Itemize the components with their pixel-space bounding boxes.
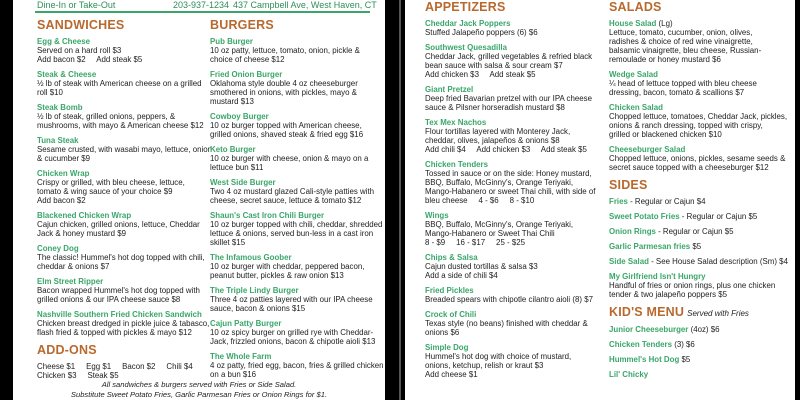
item-name: Wedge Salad [609, 70, 658, 79]
item-description: Chopped lettuce, onions, pickles, sesame seeds & [609, 154, 786, 163]
item-name: Onion Rings [609, 227, 656, 236]
menu-item-tex-mex-nachos [425, 118, 607, 154]
menu-item-shaun-s-cast-iron-chili-burger [210, 211, 382, 247]
menu-section-appetizers [425, 0, 607, 379]
item-description: secret sauce topped with a cheeseburger $12 [609, 163, 769, 172]
section-title: SANDWICHES [37, 18, 125, 32]
item-name: Southwest Quesadilla [425, 43, 507, 52]
section-heading [609, 0, 793, 15]
menu-item-fried-onion-burger [210, 70, 382, 106]
item-name: Simple Dog [425, 343, 469, 352]
menu-section-burgers [210, 18, 382, 379]
item-title-row [210, 70, 382, 79]
menu-item-elm-street-ripper [37, 277, 217, 304]
item-description: Sesame crusted, with wasabi mayo, lettuce, onion [37, 145, 212, 154]
item-description: & cucumber $9 [37, 154, 91, 163]
menu-item-steak-cheese [37, 70, 217, 97]
menu-item-hummel-s-hot-dog [609, 355, 793, 364]
item-description: 10 oz patty, lettuce, tomato, onion, pickle & [210, 46, 360, 55]
item-description: remoulade or honey mustard $6 [609, 55, 721, 64]
item-description: Chopped lettuce, tomatoes, Cheddar Jack, pickles, [609, 112, 788, 121]
footnote-line-1: All sandwiches & burgers served with Fries or Side Salad. [101, 380, 297, 389]
item-name: The Triple Lindy Burger [210, 286, 299, 295]
dine-in-label: Dine-In or Take-Out [37, 0, 116, 10]
item-title-row [609, 325, 793, 334]
column-salads-sides [609, 0, 793, 385]
section-heading [37, 18, 217, 33]
item-title-row [609, 355, 793, 364]
menu-item-lil-chicky [609, 370, 793, 379]
menu-page-left [13, 0, 385, 400]
item-description: Served on a hard roll $3 [37, 46, 122, 55]
item-name: Coney Dog [37, 244, 79, 253]
page-divider [399, 0, 401, 400]
item-description: skillet $15 [210, 238, 246, 247]
item-name: Chicken Tenders [425, 160, 488, 169]
item-description: Stuffed Jalapeño poppers (6) $6 [425, 28, 538, 37]
item-description: mushrooms, with mayo & American cheese $12 [37, 121, 204, 130]
section-title: SALADS [609, 0, 662, 14]
menu-item-wedge-salad [609, 70, 793, 97]
item-title-row [425, 43, 607, 52]
item-price-note: $5 [690, 242, 702, 251]
item-description: Jack & honey mustard $9 [37, 229, 127, 238]
item-title-row [609, 70, 793, 79]
item-title-row [210, 286, 382, 295]
item-name: My Girlfriend Isn't Hungry [609, 272, 706, 281]
menu-item-side-salad [609, 257, 793, 266]
section-heading [210, 18, 382, 33]
menu-item-house-salad [609, 19, 793, 64]
footnote [13, 380, 385, 399]
item-name: Chicken Salad [609, 103, 663, 112]
item-title-row [425, 118, 607, 127]
item-description: 10 oz spicy burger on grilled rye with Cheddar- [210, 328, 374, 337]
item-description: sauce & Pilsner horseradish mustard $8 [425, 103, 565, 112]
footnote-line-2: Substitute Sweet Potato Fries, Garlic Parmesan Fries or Onion Rings for $1. [70, 389, 328, 399]
item-description: Cheese $1 Egg $1 Bacon $2 Chili $4 [37, 362, 193, 371]
item-description: Three 4 oz patties layered with our IPA cheese [210, 295, 373, 304]
item-description: sauce, bacon & onions $15 [210, 304, 306, 313]
item-title-row [37, 310, 217, 319]
item-name: Pub Burger [210, 37, 253, 46]
item-name: Blackened Chicken Wrap [37, 211, 132, 220]
menu-item-crock-of-chili [425, 310, 607, 337]
menu-item-cowboy-burger [210, 112, 382, 139]
item-description: mustard $13 [210, 97, 254, 106]
menu-item-keto-burger [210, 145, 382, 172]
menu-item [37, 362, 217, 380]
item-description: Deep fried Bavarian pretzel with our IPA cheese [425, 94, 592, 103]
item-name: Cajun Patty Burger [210, 319, 282, 328]
item-description: Texas style (no beans) finished with cheddar & [425, 319, 588, 328]
item-description: grilled or blackened chicken $10 [609, 130, 722, 139]
item-name: Garlic Parmesan fries [609, 242, 691, 251]
item-description: ½ lb of steak with American cheese on a grilled [37, 79, 202, 88]
item-description: roll $10 [37, 88, 63, 97]
item-description: 4 oz patty, fried egg, bacon, fries & grilled chicken [210, 361, 384, 370]
menu-item-cheddar-jack-poppers [425, 19, 607, 37]
menu-item-chicken-tenders [425, 160, 607, 205]
item-title-row [37, 37, 217, 46]
section-title: SIDES [609, 178, 648, 192]
item-name: Chicken Wrap [37, 169, 90, 178]
menu-section-kid-s-menu [609, 305, 793, 379]
menu-item-pub-burger [210, 37, 382, 64]
item-description: bleu cheese 4 - $6 8 - $10 [425, 196, 535, 205]
item-description: cheese, secret sauce, lettuce & tomato $12 [210, 196, 362, 205]
item-name: Wings [425, 211, 449, 220]
item-name: Tuna Steak [37, 136, 79, 145]
item-title-row [425, 343, 607, 352]
item-description: peanut butter, pickles & raw onion $13 [210, 271, 344, 280]
item-price-note: (3) $6 [672, 340, 695, 349]
menu-item-tuna-steak [37, 136, 217, 163]
menu-section-salads [609, 0, 793, 172]
item-title-row [425, 310, 607, 319]
item-description: Hummel's hot dog with choice of mustard, [425, 352, 572, 361]
menu-item-garlic-parmesan-fries [609, 242, 793, 251]
item-price-note: (Lg) [656, 19, 673, 28]
menu-page-right [405, 0, 795, 400]
menu-item-my-girlfriend-isn-t-hungry [609, 272, 793, 299]
item-name: Hummel's Hot Dog [609, 355, 680, 364]
item-name: Egg & Cheese [37, 37, 91, 46]
item-name: Tex Mex Nachos [425, 118, 487, 127]
item-description: Cheddar Jack, grilled vegetables & refried black [425, 52, 593, 61]
item-title-row [425, 160, 607, 169]
item-name: Chicken Tenders [609, 340, 672, 349]
menu-item-junior-cheeseburger [609, 325, 793, 334]
item-description: Mango-Habanero or sweet Thai chili, with side of [425, 187, 596, 196]
menu-item-southwest-quesadilla [425, 43, 607, 79]
item-description: Lettuce, tomato, cucumber, onion, olives, [609, 28, 753, 37]
section-title: KID'S MENU [609, 305, 685, 319]
item-description: Two 4 oz mustard glazed Cali-style patties with [210, 187, 375, 196]
item-name: Lil' Chicky [609, 370, 649, 379]
item-description: Jack, frizzled onions, bacon & chipotle aioli $13 [210, 337, 376, 346]
menu-item-onion-rings [609, 227, 793, 236]
item-title-row [37, 244, 217, 253]
menu-section-sides [609, 178, 793, 299]
menu-item-blackened-chicken-wrap [37, 211, 217, 238]
item-title-row [609, 103, 793, 112]
item-description: The classic! Hummel's hot dog topped with chili, [37, 253, 205, 262]
section-title: ADD-ONS [37, 343, 97, 357]
item-description: Crispy or grilled, with bleu cheese, lettuce, [37, 178, 185, 187]
item-title-row [37, 169, 217, 178]
item-title-row [37, 70, 217, 79]
item-title-row [210, 319, 382, 328]
menu-item-giant-pretzel [425, 85, 607, 112]
item-title-row [210, 211, 382, 220]
menu-item-fried-pickles [425, 286, 607, 304]
section-subtitle: Served with Fries [687, 309, 749, 318]
item-name: Steak & Cheese [37, 70, 97, 79]
item-price-note: $5 [679, 355, 691, 364]
menu-item-chips-salsa [425, 253, 607, 280]
menu-section-add-ons [37, 343, 217, 380]
section-title: BURGERS [210, 18, 274, 32]
item-name: The Whole Farm [210, 352, 272, 361]
item-description: ¼ head of lettuce topped with bleu cheese [609, 79, 757, 88]
item-description: lettuce & onions, served bun-less in a cast iron [210, 229, 374, 238]
header-divider [35, 11, 370, 13]
item-name: Junior Cheeseburger [609, 325, 689, 334]
menu-item-sweet-potato-fries [609, 212, 793, 221]
item-description: balsamic vinaigrette, bleu cheese, Russian- [609, 46, 762, 55]
menu-item-cajun-patty-burger [210, 319, 382, 346]
menu-item-cheeseburger-salad [609, 145, 793, 172]
item-description: choice of cheese $12 [210, 55, 285, 64]
item-name: Cheeseburger Salad [609, 145, 686, 154]
item-price-note: - Regular or Cajun $4 [627, 197, 706, 206]
item-title-row [210, 37, 382, 46]
item-title-row [609, 340, 793, 349]
item-title-row [609, 145, 793, 154]
item-description: grilled onions & our IPA cheese sauce $8 [37, 295, 181, 304]
item-description: flash fried & topped with pickles & mayo $12 [37, 328, 192, 337]
item-name: Sweet Potato Fries [609, 212, 680, 221]
item-title-row [210, 352, 382, 361]
item-description: Add bacon $2 Add steak $5 [37, 55, 143, 64]
item-title-row [609, 197, 793, 206]
item-title-row [609, 370, 793, 379]
menu-item-chicken-tenders [609, 340, 793, 349]
item-price-note: - See House Salad description (Sm) $4 [648, 257, 788, 266]
phone-number: 203-937-1234 [173, 0, 230, 10]
menu-item-west-side-burger [210, 178, 382, 205]
item-title-row [210, 178, 382, 187]
item-description: Add cheese $1 [425, 370, 478, 379]
item-description: Add chicken $3 Add steak $5 [425, 70, 536, 79]
item-title-row [37, 211, 217, 220]
item-name: Chips & Salsa [425, 253, 478, 262]
column-burgers [210, 18, 382, 385]
item-name: Nashville Southern Fried Chicken Sandwich [37, 310, 202, 319]
section-heading [425, 0, 607, 15]
item-description: 10 oz burger topped with chili, cheddar, shredded [210, 220, 383, 229]
item-name: Crock of Chili [425, 310, 477, 319]
item-description: BBQ, Buffalo, McGinny's, Orange Teriyaki, [425, 178, 574, 187]
item-description: grilled onions, shaved steak & fried egg $16 [210, 130, 364, 139]
item-description: tomato & wing sauce of your choice $9 [37, 187, 173, 196]
item-name: Cheddar Jack Poppers [425, 19, 511, 28]
item-title-row [609, 227, 793, 236]
item-description: onions, ketchup, relish or kraut $3 [425, 361, 544, 370]
item-description: onions $6 [425, 328, 460, 337]
item-name: Shaun's Cast Iron Chili Burger [210, 211, 325, 220]
item-name: Giant Pretzel [425, 85, 474, 94]
item-description: Flour tortillas layered with Monterey Jack, [425, 127, 571, 136]
item-description: radishes & choice of red wine vinaigrette, [609, 37, 753, 46]
menu-item-chicken-wrap [37, 169, 217, 205]
item-title-row [425, 211, 607, 220]
item-description: Cajun chicken, grilled onions, lettuce, Cheddar [37, 220, 200, 229]
item-description: 10 oz burger with cheddar, peppered bacon, [210, 262, 365, 271]
item-description: Add chili $4 Add chicken $3 Add steak $5 [425, 145, 587, 154]
section-heading [37, 343, 217, 358]
item-price-note: - Regular or Cajun $5 [655, 227, 734, 236]
item-title-row [609, 272, 793, 281]
item-description: dressing, bacon, tomato & scallions $7 [609, 88, 745, 97]
item-description: smothered in onions, with pickles, mayo & [210, 88, 357, 97]
section-heading [609, 305, 793, 321]
item-title-row [37, 136, 217, 145]
item-description: 10 oz burger with cheese, onion & mayo on a [210, 154, 369, 163]
item-name: Fried Onion Burger [210, 70, 283, 79]
item-title-row [37, 277, 217, 286]
item-title-row [210, 253, 382, 262]
menu-item-the-whole-farm [210, 352, 382, 379]
item-description: Breaded spears with chipotle cilantro aioli (8) $7 [425, 295, 593, 304]
item-description: onions & ranch dressing, topped with crispy, [609, 121, 763, 130]
menu-item-egg-cheese [37, 37, 217, 64]
item-title-row [609, 242, 793, 251]
item-description: Add bacon $2 [37, 196, 86, 205]
item-description: lettuce bun $11 [210, 163, 264, 172]
item-description: Chicken $3 Steak $5 [37, 371, 119, 380]
menu-item-fries [609, 197, 793, 206]
item-price-note: - Regular or Cajun $5 [679, 212, 758, 221]
item-description: cheddar & onions $7 [37, 262, 110, 271]
item-name: Steak Bomb [37, 103, 83, 112]
item-description: tender & two jalapeño poppers $5 [609, 290, 728, 299]
item-title-row [425, 19, 607, 28]
item-name: Side Salad [609, 257, 649, 266]
menu-item-the-triple-lindy-burger [210, 286, 382, 313]
item-name: The Infamous Goober [210, 253, 292, 262]
item-description: BBQ, Buffalo, McGinny's, Orange Teriyaki, [425, 220, 574, 229]
column-appetizers [425, 0, 607, 385]
item-name: West Side Burger [210, 178, 276, 187]
item-description: cheddar, olives, jalapeños & onions $8 [425, 136, 560, 145]
item-title-row [609, 212, 793, 221]
item-title-row [425, 286, 607, 295]
item-name: Keto Burger [210, 145, 256, 154]
item-description: on a bun $16 [210, 370, 257, 379]
menu-item-nashville-southern-fried-chicken-sandwich [37, 310, 217, 337]
menu-item-coney-dog [37, 244, 217, 271]
item-description: Add a side of chili $4 [425, 271, 498, 280]
item-title-row [210, 112, 382, 121]
address: 437 Campbell Ave, West Haven, CT [233, 0, 377, 10]
item-name: Cowboy Burger [210, 112, 269, 121]
item-description: Oklahoma style double 4 oz cheeseburger [210, 79, 358, 88]
item-description: Bacon wrapped Hummel's hot dog topped with [37, 286, 200, 295]
item-title-row [425, 253, 607, 262]
item-name: House Salad [609, 19, 657, 28]
item-description: 8 - $9 16 - $17 25 - $25 [425, 238, 526, 247]
menu-item-the-infamous-goober [210, 253, 382, 280]
menu-item-steak-bomb [37, 103, 217, 130]
menu-section-sandwiches [37, 18, 217, 337]
item-name: Fried Pickles [425, 286, 474, 295]
item-description: Chicken breast dredged in pickle juice & tabasco, [37, 319, 210, 328]
item-description: bean sauce with salsa & sour cream $7 [425, 61, 563, 70]
item-description: Handful of fries or onion rings, plus one chicken [609, 281, 776, 290]
item-title-row [37, 103, 217, 112]
item-description: Cajun dusted tortillas & salsa $3 [425, 262, 538, 271]
item-name: Elm Street Ripper [37, 277, 104, 286]
item-title-row [609, 19, 793, 28]
item-title-row [210, 145, 382, 154]
item-description: ½ lb of steak, grilled onions, peppers, & [37, 112, 176, 121]
menu-item-wings [425, 211, 607, 247]
section-heading [609, 178, 793, 193]
menu-item-simple-dog [425, 343, 607, 379]
item-title-row [425, 85, 607, 94]
item-description: Mango-Habanero or Sweet Thai Chili [425, 229, 555, 238]
item-price-note: (4oz) $6 [688, 325, 720, 334]
item-name: Fries [609, 197, 628, 206]
section-title: APPETIZERS [425, 0, 506, 14]
menu-item-chicken-salad [609, 103, 793, 139]
item-description: Tossed in sauce or on the side: Honey mustard, [425, 169, 592, 178]
column-sandwiches [37, 18, 217, 386]
item-title-row [609, 257, 793, 266]
item-description: 10 oz burger topped with American cheese, [210, 121, 362, 130]
